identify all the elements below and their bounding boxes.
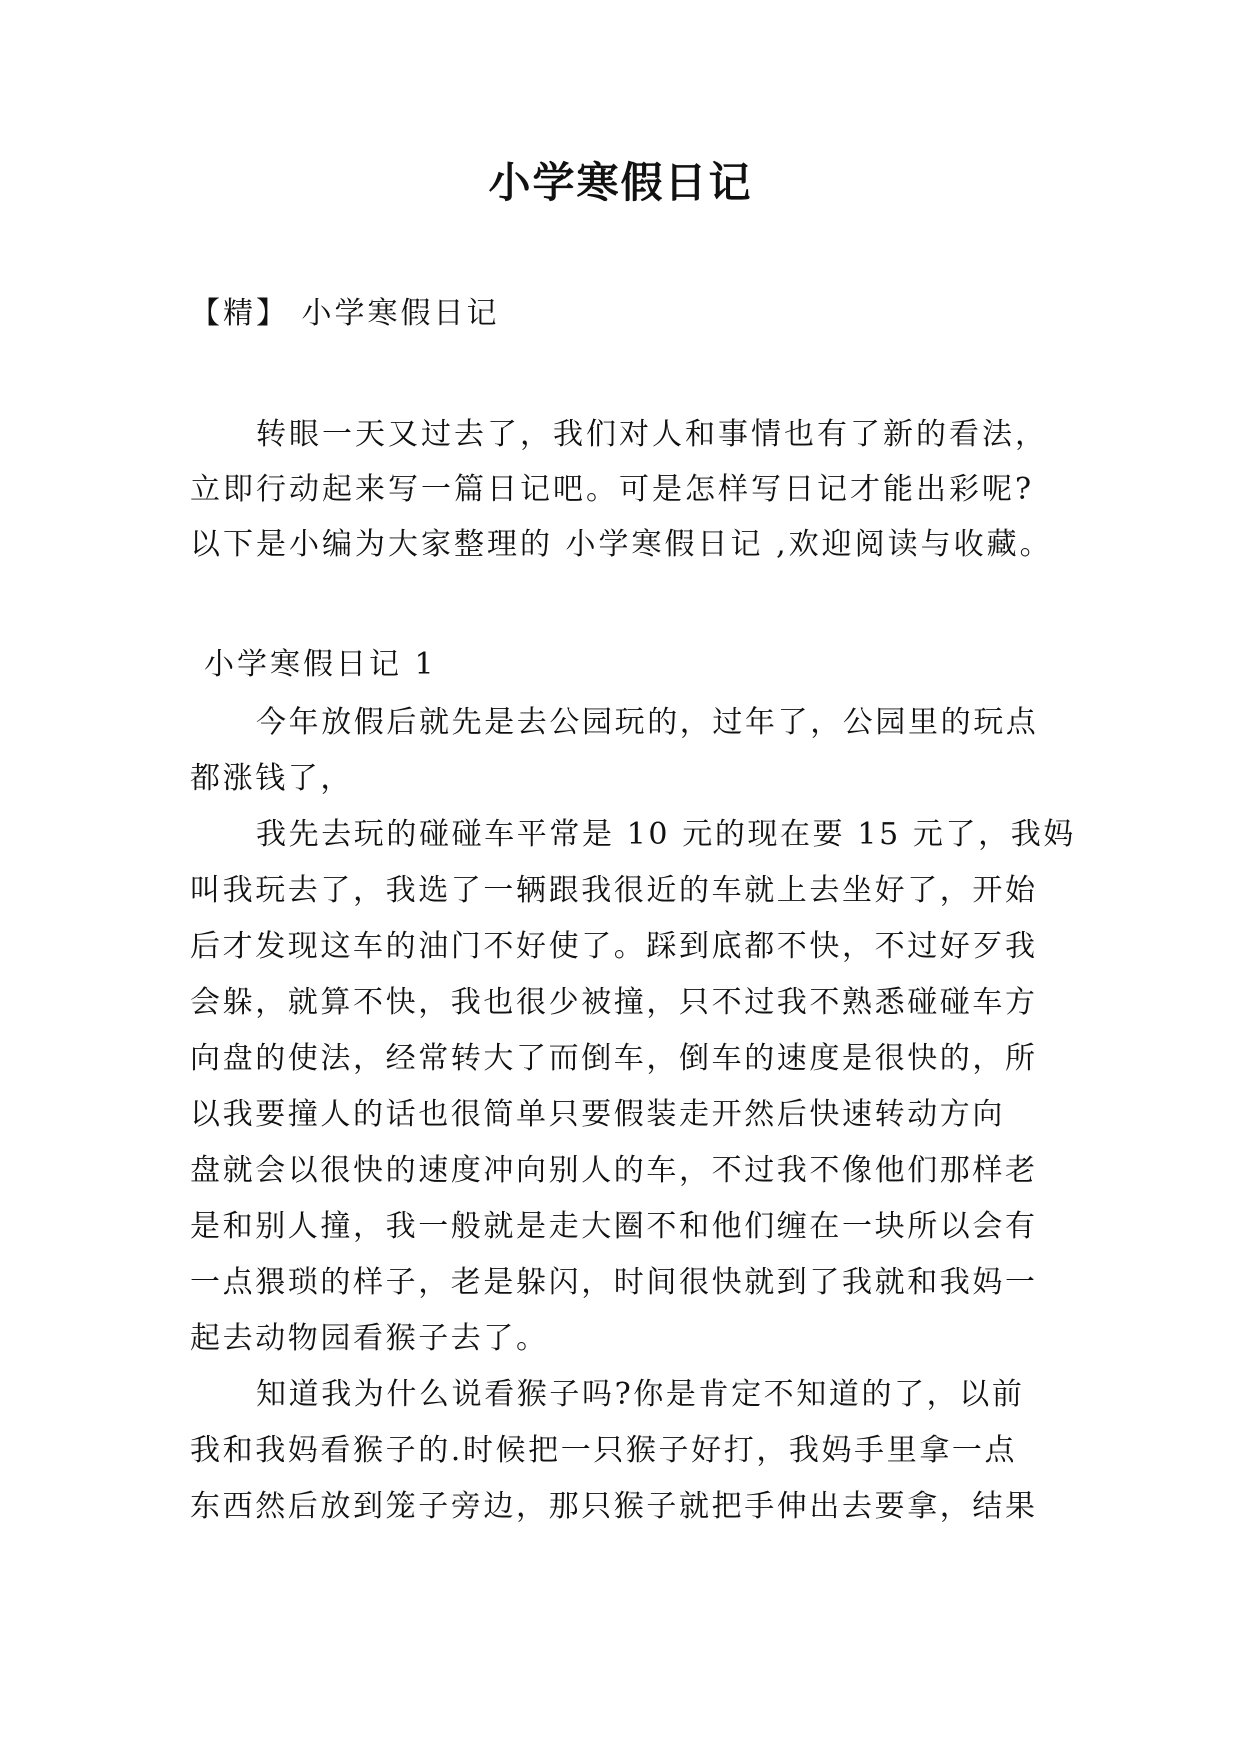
intro-line: 以下是小编为大家整理的 小学寒假日记 ,欢迎阅读与收藏。	[190, 527, 1053, 562]
paragraph-line: 叫我玩去了，我选了一辆跟我很近的车就上去坐好了，开始	[190, 873, 1038, 908]
paragraph-line: 盘就会以很快的速度冲向别人的车，不过我不像他们那样老	[190, 1153, 1038, 1188]
document-title: 小学寒假日记	[488, 158, 753, 207]
diary-body	[190, 695, 1076, 1535]
paragraph-line: 一点猥琐的样子，老是躲闪，时间很快就到了我就和我妈一	[190, 1265, 1038, 1300]
paragraph-line: 今年放假后就先是去公园玩的，过年了，公园里的玩点	[256, 705, 1039, 740]
paragraph-line: 东西然后放到笼子旁边，那只猴子就把手伸出去要拿，结果	[190, 1489, 1038, 1524]
paragraph-line: 知道我为什么说看猴子吗?你是肯定不知道的了，以前	[256, 1377, 1025, 1412]
paragraph-line: 我先去玩的碰碰车平常是 10 元的现在要 15 元了，我妈	[256, 817, 1076, 852]
intro-paragraph	[190, 407, 1060, 572]
intro-line: 立即行动起来写一篇日记吧。可是怎样写日记才能出彩呢?	[190, 472, 1035, 507]
paragraph-line: 会躲，就算不快，我也很少被撞，只不过我不熟悉碰碰车方	[190, 985, 1038, 1020]
paragraph-line: 我和我妈看猴子的.时候把一只猴子好打，我妈手里拿一点	[190, 1433, 1018, 1468]
paragraph-line: 是和别人撞，我一般就是走大圈不和他们缠在一块所以会有	[190, 1209, 1038, 1244]
paragraph-line: 起去动物园看猴子去了。	[190, 1321, 549, 1356]
paragraph-line: 以我要撞人的话也很简单只要假装走开然后快速转动方向	[190, 1097, 1005, 1132]
paragraph-line: 后才发现这车的油门不好使了。踩到底都不快，不过好歹我	[190, 929, 1038, 964]
paragraph-line: 都涨钱了，	[190, 761, 353, 796]
section-heading: 小学寒假日记 1	[204, 647, 437, 682]
document-subtitle: 【精】 小学寒假日记	[190, 296, 500, 331]
intro-line: 转眼一天又过去了，我们对人和事情也有了新的看法，	[256, 417, 1048, 452]
paragraph-line: 向盘的使法，经常转大了而倒车，倒车的速度是很快的，所	[190, 1041, 1038, 1076]
